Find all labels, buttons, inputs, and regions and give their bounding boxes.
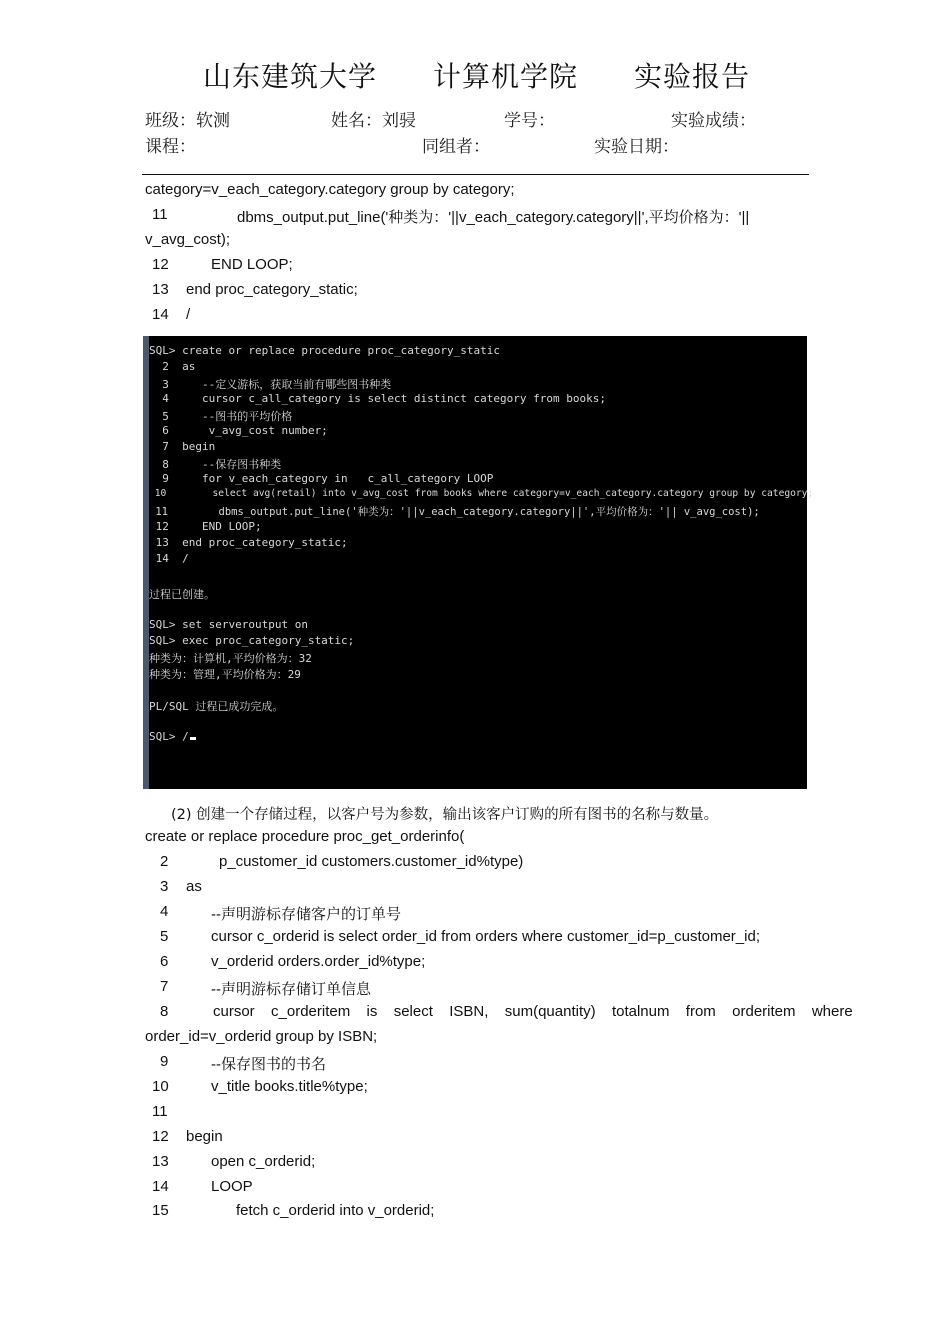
line-number: 12: [152, 256, 169, 273]
code-line: --保存图书的书名: [211, 1056, 326, 1073]
code-line: LOOP: [211, 1178, 253, 1195]
line-number: 4: [160, 903, 169, 920]
code-line: cursor c_orderitem is select ISBN, sum(quantity) totalnum from orderitem where: [213, 1003, 853, 1020]
terminal-line: 种类为：计算机,平均价格为：32: [149, 652, 312, 665]
class-field: 班级：软测: [145, 111, 230, 131]
partner-field: 同组者：: [422, 137, 490, 157]
terminal-line: 过程已创建。: [149, 588, 215, 601]
code-line: order_id=v_orderid group by ISBN;: [145, 1028, 378, 1045]
line-number: 14: [152, 1178, 169, 1195]
terminal-line: PL/SQL 过程已成功完成。: [149, 700, 284, 713]
terminal-line: 种类为：管理,平均价格为：29: [149, 668, 301, 681]
terminal-line: 4 cursor c_all_category is select distinct category from books;: [149, 392, 606, 405]
code-line: END LOOP;: [211, 256, 293, 273]
name-field: 姓名：刘骎: [331, 111, 416, 131]
terminal-line: 12 END LOOP;: [149, 520, 262, 533]
code-line: v_avg_cost);: [145, 231, 231, 248]
code-line: fetch c_orderid into v_orderid;: [236, 1202, 435, 1219]
code-line: category=v_each_category.category group by category;: [145, 181, 515, 198]
code-line: --声明游标存储订单信息: [211, 981, 371, 998]
terminal-line: 10 select avg(retail) into v_avg_cost from books where category=v_each_category.category group by category;: [149, 488, 814, 499]
line-number: 11: [152, 1103, 168, 1120]
report-title: 实验报告: [634, 60, 751, 93]
line-number: 11: [152, 206, 168, 223]
line-number: 6: [160, 953, 169, 970]
course-field: 课程：: [145, 137, 196, 157]
date-field: 实验日期：: [594, 137, 679, 157]
section-heading: (2) 创建一个存储过程，以客户号为参数，输出该客户订购的所有图书的名称与数量。: [171, 807, 719, 823]
terminal-line: 11 dbms_output.put_line('种类为：'||v_each_category.category||',平均价格为：'|| v_avg_cost);: [149, 506, 760, 518]
line-number: 2: [160, 853, 169, 870]
code-line: /: [186, 306, 191, 323]
code-line: as: [186, 878, 202, 895]
line-number: 13: [152, 281, 169, 298]
code-line: open c_orderid;: [211, 1153, 316, 1170]
student-id-field: 学号：: [504, 111, 555, 131]
line-number: 9: [160, 1053, 169, 1070]
score-field: 实验成绩：: [671, 111, 756, 131]
terminal-line: SQL> create or replace procedure proc_category_static: [149, 344, 500, 357]
line-number: 3: [160, 878, 169, 895]
code-line: --声明游标存储客户的订单号: [211, 906, 401, 923]
line-number: 14: [152, 306, 169, 323]
line-number: 10: [152, 1078, 169, 1095]
code-line: v_title books.title%type;: [211, 1078, 368, 1095]
terminal-line: 14 /: [149, 552, 189, 565]
code-line: cursor c_orderid is select order_id from orders where customer_id=p_customer_id;: [211, 928, 760, 945]
sqlplus-terminal-screenshot: [143, 336, 814, 789]
line-number: 13: [152, 1153, 169, 1170]
line-number: 8: [160, 1003, 169, 1020]
terminal-line: 7 begin: [149, 440, 216, 453]
terminal-line: 6 v_avg_cost number;: [149, 424, 328, 437]
terminal-line: 3 --定义游标，获取当前有哪些图书种类: [149, 378, 392, 391]
terminal-prompt: SQL> /: [149, 730, 189, 743]
header-divider: [142, 174, 809, 175]
line-number: 12: [152, 1128, 169, 1145]
terminal-line: 13 end proc_category_static;: [149, 536, 348, 549]
code-line: begin: [186, 1128, 223, 1145]
terminal-line: 5 --图书的平均价格: [149, 410, 293, 423]
code-line: p_customer_id customers.customer_id%type): [219, 853, 524, 870]
university-title: 山东建筑大学: [203, 60, 378, 93]
line-number: 15: [152, 1202, 169, 1219]
terminal-line: 8 --保存图书种类: [149, 458, 282, 471]
terminal-line: 2 as: [149, 360, 196, 373]
college-title: 计算机学院: [433, 60, 579, 93]
line-number: 5: [160, 928, 169, 945]
terminal-cursor: [190, 737, 196, 740]
terminal-line: SQL> exec proc_category_static;: [149, 634, 355, 647]
code-line: create or replace procedure proc_get_orderinfo(: [145, 828, 465, 845]
code-line: dbms_output.put_line('种类为：'||v_each_category.category||',平均价格为：'||: [237, 209, 750, 226]
line-number: 7: [160, 978, 169, 995]
terminal-line: SQL> set serveroutput on: [149, 618, 308, 631]
code-line: end proc_category_static;: [186, 281, 358, 298]
terminal-prompt-line: [149, 730, 196, 743]
code-line: v_orderid orders.order_id%type;: [211, 953, 426, 970]
terminal-line: 9 for v_each_category in c_all_category LOOP: [149, 472, 494, 485]
